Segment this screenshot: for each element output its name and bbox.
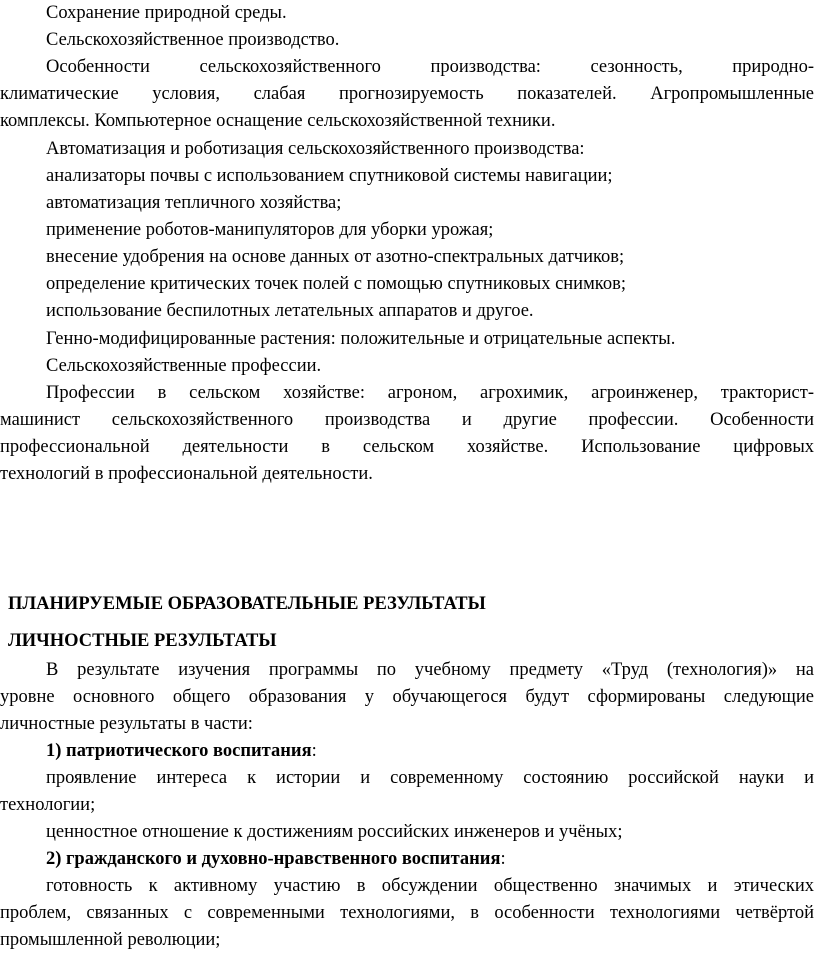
section-heading: ПЛАНИРУЕМЫЕ ОБРАЗОВАТЕЛЬНЫЕ РЕЗУЛЬТАТЫ	[8, 594, 486, 614]
list-item: определение критических точек полей с помощью спутниковых снимков;	[46, 274, 626, 294]
civic-item-1-line-1: готовность к активному участию в обсуждении общественно значимых и этических	[46, 876, 814, 896]
paragraph-professions-line-4: технологий в профессиональной деятельности.	[0, 464, 373, 484]
patriotic-item-2: ценностное отношение к достижениям российских инженеров и учёных;	[46, 822, 623, 842]
list-item: внесение удобрения на основе данных от азотно-спектральных датчиков;	[46, 247, 625, 267]
civic-colon: :	[500, 849, 506, 869]
patriotic-heading	[46, 738, 317, 765]
paragraph-agriculture: Сельскохозяйственное производство.	[46, 30, 340, 50]
civic-title: 2) гражданского и духовно-нравственного воспитания	[46, 849, 501, 869]
paragraph-professions-line-3: профессиональной деятельности в сельском хозяйстве. Использование цифровых	[0, 437, 814, 457]
list-item: анализаторы почвы с использованием спутниковой системы навигации;	[46, 166, 613, 186]
subsection-heading: ЛИЧНОСТНЫЕ РЕЗУЛЬТАТЫ	[8, 631, 277, 651]
list-item: автоматизация тепличного хозяйства;	[46, 193, 342, 213]
paragraph-features-line-1: Особенности сельскохозяйственного производства: сезонность, природно-	[46, 57, 814, 77]
paragraph-professions-line-1: Профессии в сельском хозяйстве: агроном, агрохимик, агроинженер, тракторист-	[46, 383, 814, 403]
intro-line-1: В результате изучения программы по учебному предмету «Труд (технология)» на	[46, 660, 814, 680]
intro-line-3: личностные результаты в части:	[0, 714, 253, 734]
paragraph-professions-line-2: машинист сельскохозяйственного производства и другие профессии. Особенности	[0, 410, 814, 430]
paragraph-professions: Сельскохозяйственные профессии.	[46, 356, 322, 376]
intro-line-2: уровне основного общего образования у обучающегося будут сформированы следующие	[0, 687, 814, 707]
civic-heading	[46, 846, 506, 873]
paragraph-automation: Автоматизация и роботизация сельскохозяйственного производства:	[46, 139, 585, 159]
paragraph-features-line-2: климатические условия, слабая прогнозируемость показателей. Агропромышленные	[0, 84, 814, 104]
civic-item-1-line-2: проблем, связанных с современными технологиями, в особенности технологиями четвёртой	[0, 903, 814, 923]
patriotic-title: 1) патриотического воспитания	[46, 741, 312, 761]
paragraph-gmo: Генно-модифицированные растения: положительные и отрицательные аспекты.	[46, 329, 676, 349]
list-item: использование беспилотных летательных аппаратов и другое.	[46, 301, 534, 321]
patriotic-item-1-line-2: технологии;	[0, 795, 96, 815]
paragraph-environment: Сохранение природной среды.	[46, 3, 287, 23]
patriotic-colon: :	[311, 741, 317, 761]
paragraph-features-line-3: комплексы. Компьютерное оснащение сельскохозяйственной техники.	[0, 111, 556, 131]
patriotic-item-1-line-1: проявление интереса к истории и современному состоянию российской науки и	[46, 768, 814, 788]
list-item: применение роботов-манипуляторов для уборки урожая;	[46, 220, 494, 240]
civic-item-1-line-3: промышленной революции;	[0, 930, 221, 950]
